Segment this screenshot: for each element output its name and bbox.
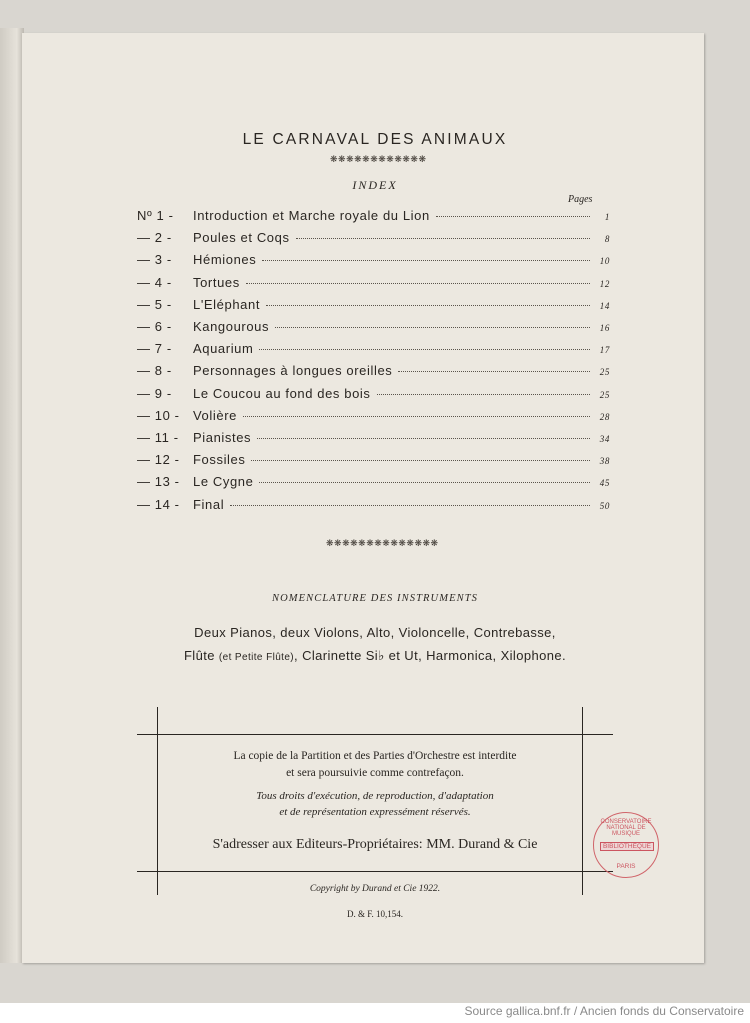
entry-page: 38 (599, 456, 610, 467)
entry-title: Poules et Coqs (193, 230, 290, 246)
entry-number: — 13 - (137, 474, 180, 490)
publisher-line: S'adresser aux Editeurs-Propriétaires: MM. Durand & Cie (212, 837, 538, 852)
index-entry (137, 363, 610, 381)
entry-title: L'Eléphant (193, 296, 261, 312)
instruments-line-2 (0, 648, 750, 664)
entry-page: 34 (599, 434, 610, 444)
index-entry (137, 252, 610, 270)
entry-title: Le Cygne (193, 474, 254, 490)
index-entry (137, 408, 610, 426)
index-entry (137, 230, 610, 248)
entry-page: 10 (599, 256, 610, 267)
ornament-top: ❋❋❋❋❋❋❋❋❋❋❋❋ (330, 154, 427, 164)
entry-title: Aquarium (193, 341, 254, 357)
index-entry (137, 319, 610, 337)
rights-line-2: et de représentation expressément réservés. (279, 806, 471, 818)
index-entry (137, 497, 610, 515)
entry-title: Kangourous (193, 319, 270, 334)
entry-page: 14 (599, 300, 610, 311)
frame-top-rule (137, 734, 613, 735)
entry-number: — 12 - (137, 452, 180, 468)
entry-leader-dots (246, 283, 590, 284)
page-title: LE CARNAVAL DES ANIMAUX (242, 131, 508, 148)
instruments-line-1: Deux Pianos, deux Violons, Alto, Violoncelle, Contrebasse, (194, 625, 556, 640)
plate-number: D. & F. 10,154. (346, 909, 404, 919)
index-entry (137, 430, 610, 448)
entry-leader-dots (259, 349, 590, 350)
entry-page: 8 (604, 234, 610, 245)
entry-title: Introduction et Marche royale du Lion (193, 208, 430, 223)
entry-leader-dots (266, 305, 590, 306)
entry-page: 50 (599, 500, 610, 511)
stamp-top-text: CONSERVATOIRE NATIONAL DE MUSIQUE (600, 819, 652, 837)
entry-leader-dots (230, 505, 590, 506)
entry-page: 17 (599, 345, 610, 356)
frame-bottom-rule (137, 871, 613, 872)
index-entry (137, 297, 610, 315)
entry-title: Hémiones (193, 252, 257, 268)
entry-leader-dots (262, 260, 590, 261)
facing-page-edge (0, 28, 24, 963)
entry-number: — 4 - (137, 274, 172, 290)
entry-number: — 3 - (137, 252, 172, 268)
instrument-flute: Flûte (183, 648, 215, 663)
source-credit: Source gallica.bnf.fr / Ancien fonds du Conservatoire (464, 1004, 744, 1018)
ornament-bottom: ❋❋❋❋❋❋❋❋❋❋❋❋❋❋ (326, 538, 439, 548)
index-entry (137, 275, 610, 293)
index-entry (137, 452, 610, 470)
entry-leader-dots (275, 327, 590, 328)
entry-title: Fossiles (193, 452, 246, 468)
pages-heading: Pages (568, 194, 593, 205)
nomenclature-heading: NOMENCLATURE DES INSTRUMENTS (271, 593, 478, 604)
entry-leader-dots (243, 416, 590, 417)
entry-leader-dots (377, 394, 591, 395)
copyright-line: Copyright by Durand et Cie 1922. (309, 884, 441, 894)
entry-title: Volière (193, 407, 237, 423)
entry-number: — 7 - (137, 341, 172, 357)
entry-leader-dots (398, 371, 590, 372)
entry-title: Pianistes (193, 430, 252, 445)
entry-title: Final (193, 496, 225, 512)
entry-number: — 8 - (137, 363, 172, 379)
entry-page: 28 (599, 411, 610, 422)
entry-page: 45 (599, 478, 610, 489)
index-entry (137, 208, 610, 226)
entry-number: — 6 - (137, 319, 172, 334)
instrument-rest: , Clarinette Si♭ et Ut, Harmonica, Xilophone. (294, 648, 567, 663)
entry-number: — 11 - (137, 430, 179, 445)
entry-number: — 2 - (137, 230, 172, 246)
entry-number: Nº 1 - (137, 208, 174, 223)
rights-line-1: Tous droits d'exécution, de reproduction, d'adaptation (256, 790, 494, 802)
stamp-bottom-text: PARIS (616, 863, 636, 870)
index-entry (137, 386, 610, 404)
entry-leader-dots (296, 238, 590, 239)
entry-title: Personnages à longues oreilles (193, 363, 393, 379)
entry-page: 25 (599, 367, 610, 378)
entry-page: 25 (599, 389, 610, 400)
entry-title: Tortues (193, 274, 240, 290)
entry-page: 1 (604, 212, 610, 222)
notice-line-2: et sera poursuivie comme contrefaçon. (286, 767, 464, 779)
entry-leader-dots (251, 460, 590, 461)
entry-title: Le Coucou au fond des bois (193, 385, 371, 401)
entry-leader-dots (259, 482, 590, 483)
entry-number: — 10 - (137, 407, 180, 423)
index-heading: INDEX (352, 178, 398, 192)
stamp-middle-text: BIBLIOTHÈQUE (600, 842, 654, 851)
library-stamp (593, 812, 659, 878)
entry-page: 12 (599, 278, 610, 289)
entry-number: — 5 - (137, 296, 172, 312)
instrument-flute-note: (et Petite Flûte) (218, 652, 295, 663)
entry-leader-dots (257, 438, 590, 439)
notice-line-1: La copie de la Partition et des Parties d'Orchestre est interdite (233, 750, 517, 762)
entry-page: 16 (599, 323, 610, 333)
index-entry (137, 474, 610, 492)
index-entry (137, 341, 610, 359)
entry-number: — 14 - (137, 496, 180, 512)
entry-number: — 9 - (137, 385, 172, 401)
entry-leader-dots (436, 216, 590, 217)
